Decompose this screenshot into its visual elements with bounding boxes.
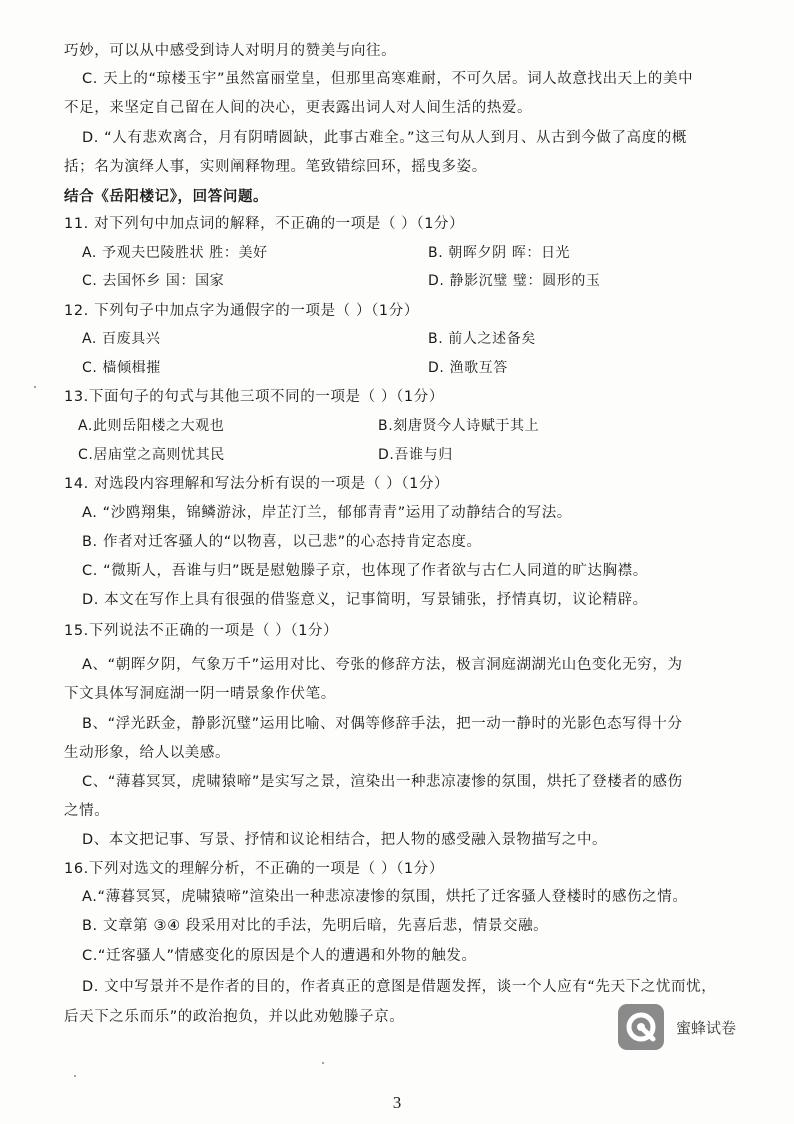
q15-option-c: C、“薄暮冥冥，虎啸猿啼”是实写之景，渲染出一种悲凉凄惨的氛围，烘托了登楼者的感伤 bbox=[82, 774, 683, 790]
q15-option-a-cont: 下文具体写洞庭湖一阴一晴景象作伏笔。 bbox=[64, 686, 336, 702]
q13-option-a: A.此则岳阳楼之大观也 bbox=[78, 418, 225, 434]
section-heading: 结合《岳阳楼记》，回答问题。 bbox=[64, 189, 269, 205]
q15-option-c-cont: 之情。 bbox=[64, 803, 110, 819]
q16-option-b: B. 文章第 ③④ 段采用对比的手法，先明后暗，先喜后悲，情景交融。 bbox=[82, 918, 549, 934]
q14-option-b: B. 作者对迁客骚人的“以物喜，以己悲”的心态持肯定态度。 bbox=[82, 534, 482, 550]
question-12-stem: 12. 下列句子中加点字为通假字的一项是（ ）（1分） bbox=[64, 303, 419, 319]
q11-option-b: B. 朝晖夕阴 晖：日光 bbox=[428, 245, 571, 261]
q11-option-a: A. 予观夫巴陵胜状 胜：美好 bbox=[82, 245, 268, 261]
q15-option-b: B、“浮光跃金，静影沉璧”运用比喻、对偶等修辞手法，把一动一静时的光影色态写得十分 bbox=[82, 716, 683, 732]
q15-option-d: D、本文把记事、写景、抒情和议论相结合，把人物的感受融入景物描写之中。 bbox=[82, 832, 608, 848]
q13-option-c: C.居庙堂之高则忧其民 bbox=[78, 447, 225, 463]
scan-speck bbox=[34, 386, 36, 388]
q15-option-b-cont: 生动形象，给人以美感。 bbox=[64, 745, 231, 761]
watermark-text: 蜜蜂试卷 bbox=[676, 1018, 737, 1037]
watermark-logo bbox=[618, 1004, 736, 1050]
q14-option-c: C. “微斯人，吾谁与归”既是慰勉滕子京，也体现了作者欲与古仁人同道的旷达胸襟。 bbox=[82, 563, 648, 579]
q14-option-d: D. 本文在写作上具有很强的借鉴意义，记事简明，写景铺张，抒情真切，议论精辟。 bbox=[82, 592, 648, 608]
q13-option-b: B.刻唐贤今人诗赋于其上 bbox=[378, 418, 540, 434]
page-number: 3 bbox=[392, 1093, 402, 1112]
text-line: 巧妙，可以从中感受到诗人对明月的赞美与向往。 bbox=[64, 43, 397, 59]
text-line: 括；名为演绎人事，实则阐释物理。笔致错综回环，摇曳多姿。 bbox=[64, 159, 487, 175]
q11-option-d: D. 静影沉璧 璧：圆形的玉 bbox=[428, 273, 601, 289]
question-14-stem: 14. 对选段内容理解和写法分析有误的一项是（ ）（1分） bbox=[64, 476, 450, 492]
q16-option-d-cont: 后天下之乐而乐”的政治抱负，并以此劝勉滕子京。 bbox=[64, 1009, 405, 1025]
q15-option-a: A、“朝晖夕阴，气象万千”运用对比、夸张的修辞方法，极言洞庭湖湖光山色变化无穷，为 bbox=[82, 657, 683, 673]
bee-logo-icon bbox=[618, 1004, 664, 1050]
q16-option-c: C.“迁客骚人”情感变化的原因是个人的遭遇和外物的触发。 bbox=[82, 948, 477, 964]
scan-speck bbox=[322, 1062, 324, 1064]
question-11-stem: 11. 对下列句中加点词的解释，不正确的一项是（ ）（1分） bbox=[64, 216, 465, 232]
q12-option-c: C. 樯倾楫摧 bbox=[82, 360, 161, 376]
q11-option-c: C. 去国怀乡 国：国家 bbox=[82, 273, 225, 289]
q16-option-d: D. 文中写景并不是作者的目的，作者真正的意图是借题发挥，谈一个人应有“先天下之忧而忧， bbox=[82, 979, 717, 995]
text-line: 不足，来坚定自己留在人间的决心，更表露出词人对人间生活的热爱。 bbox=[64, 100, 533, 116]
q12-option-a: A. 百废具兴 bbox=[82, 331, 161, 347]
question-13-stem: 13.下面句子的句式与其他三项不同的一项是（ ）（1分） bbox=[64, 389, 444, 405]
question-15-stem: 15.下列说法不正确的一项是（ ）（1分） bbox=[64, 623, 339, 639]
q16-option-a: A.“薄暮冥冥，虎啸猿啼”渲染出一种悲凉凄惨的氛围，烘托了迁客骚人登楼时的感伤之情。 bbox=[82, 889, 688, 905]
q12-option-d: D. 渔歌互答 bbox=[428, 360, 508, 376]
q13-option-d: D.吾谁与归 bbox=[378, 447, 453, 463]
scan-speck bbox=[74, 1075, 76, 1077]
option-d-line: D. “人有悲欢离合，月有阴晴圆缺，此事古难全。”这三句从人到月、从古到今做了高度的概 bbox=[82, 130, 687, 146]
option-c-line: C. 天上的“琼楼玉宇”虽然富丽堂皇，但那里高寒难耐，不可久居。词人故意找出天上的美中 bbox=[82, 71, 694, 87]
q14-option-a: A. “沙鸥翔集，锦鳞游泳，岸芷汀兰，郁郁青青”运用了动静结合的写法。 bbox=[82, 505, 572, 521]
q12-option-b: B. 前人之述备矣 bbox=[428, 331, 536, 347]
question-16-stem: 16.下列对选文的理解分析，不正确的一项是（ ）（1分） bbox=[64, 861, 444, 877]
